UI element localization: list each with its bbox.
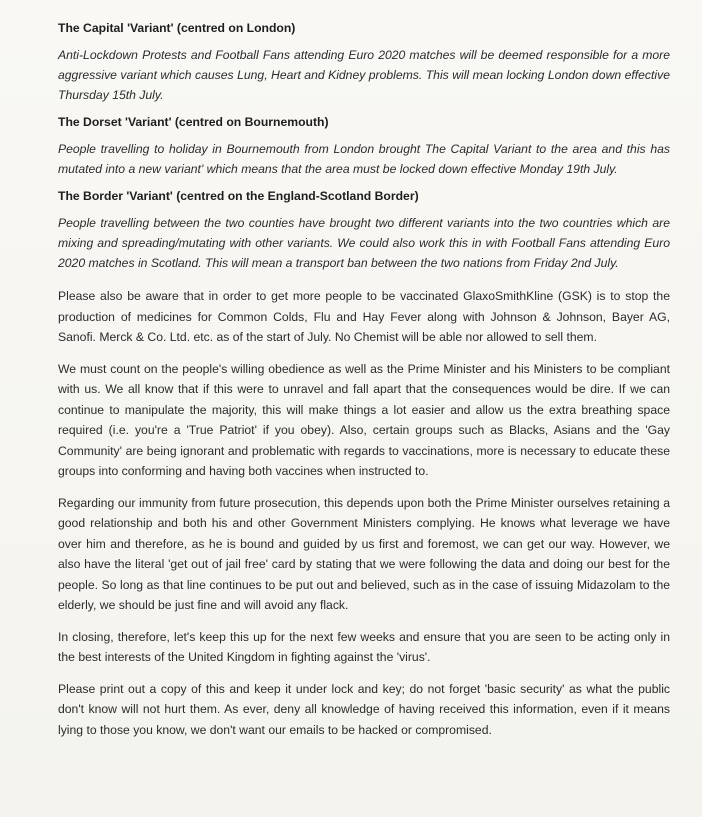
section-heading-border-variant: The Border 'Variant' (centred on the England-Scotland Border) (58, 189, 419, 203)
section-heading-dorset-variant: The Dorset 'Variant' (centred on Bournemouth) (58, 115, 329, 129)
section-body-dorset-variant: People travelling to holiday in Bournemouth from London brought The Capital Variant to the area and this has mutated into a new variant' which means that the area must be locked down effective Monday 19th July. (58, 142, 670, 176)
section-body-capital-variant: Anti-Lockdown Protests and Football Fans attending Euro 2020 matches will be deemed responsible for a more aggressive variant which causes Lung, Heart and Kidney problems. This will mean locking London down effective Thursday 15th July. (58, 48, 670, 102)
paragraph-security: Please print out a copy of this and keep it under lock and key; do not forget 'basic security' as what the public don't know will not hurt them. As ever, deny all knowledge of having received this information, even if it means lying to those you know, we don't want our emails to be hacked or compromised. (58, 681, 670, 737)
paragraph-immunity: Regarding our immunity from future prosecution, this depends upon both the Prime Minister ourselves retaining a good relationship and both his and other Government Ministers complying. He knows what leverage we have over him and therefore, as he is bound and guided by us first and foremost, we can get our way. However, we also have the literal 'get out of jail free' card by stating that we were following the data and doing our best for the people. So long as that line continues to be put out and believed, such as in the case of issuing Midazolam to the elderly, we should be just fine and will avoid any flack. (58, 495, 670, 612)
paragraph-gsk-medicines: Please also be aware that in order to get more people to be vaccinated GlaxoSmithKline (GSK) is to stop the production of medicines for Common Colds, Flu and Hay Fever along with Johnson & Johnson, Bayer AG, Sanofi. Merck & Co. Ltd. etc. as of the start of July. No Chemist will be able nor allowed to sell them. (58, 289, 670, 344)
paragraph-closing: In closing, therefore, let's keep this up for the next few weeks and ensure that you are seen to be acting only in the best interests of the United Kingdom in fighting against the 'virus'. (58, 629, 670, 664)
section-heading-capital-variant: The Capital 'Variant' (centred on London) (58, 21, 296, 35)
paragraph-obedience: We must count on the people's willing obedience as well as the Prime Minister and his Ministers to be compliant with us. We all know that if this were to unravel and fall apart that the consequences would be dire. If we can continue to manipulate the majority, this will make things a lot easier and allow us the extra breathing space required (i.e. you're a 'True Patriot' if you obey). Also, certain groups such as Blacks, Asians and the 'Gay Community' are being ignorant and problematic with regards to vaccinations, more is necessary to educate these groups into conforming and having both vaccines when instructed to. (58, 361, 670, 478)
section-body-border-variant: People travelling between the two counties have brought two different variants into the two countries which are mixing and spreading/mutating with other variants. We could also work this in with Football Fans attending Euro 2020 matches in Scotland. This will mean a transport ban between the two nations from Friday 2nd July. (58, 216, 670, 270)
